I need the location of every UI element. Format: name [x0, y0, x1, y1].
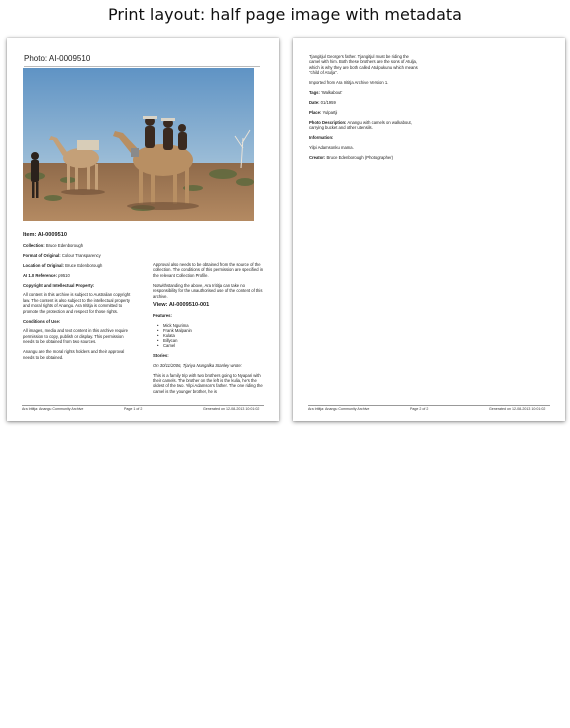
title-divider — [24, 66, 260, 67]
print-page-1 — [7, 38, 279, 421]
footer-generated: Generated on 12-08-2013 10:01:02 — [203, 407, 260, 411]
footer-page-number: Page 1 of 2 — [124, 407, 143, 411]
photo-title: Photo: AI-0009510 — [24, 54, 91, 63]
field-collection: Collection: Bruce Edenborough — [23, 242, 84, 248]
field-information: Information: — [309, 135, 334, 141]
list-item: • Frank Malpanin — [163, 328, 265, 333]
metadata-column-right — [153, 262, 265, 399]
field-photo-description: Photo Description: Anangu with camels on walkabout, carrying bucket and other utensils. — [309, 119, 412, 131]
story-intro: On 30/11/2006, Tjariya Nungalka Stanley wrote: — [153, 362, 242, 368]
field-date: Date: 01/1959 — [309, 99, 336, 105]
copyright-heading: Copyright and Intellectual Property: — [23, 282, 95, 288]
page-heading: Print layout: half page image with metadata — [108, 5, 462, 24]
stories-heading: Stories: — [153, 352, 169, 358]
field-reference: AI 1.0 Reference: p9510 — [23, 272, 70, 278]
list-item: • Billycan — [163, 338, 265, 343]
information-text: Yilpi Adamsonku mama. — [309, 144, 354, 150]
metadata-column-continued — [309, 54, 421, 165]
footer-archive-name: Ara Irititja: Anangu Community Archive — [308, 407, 370, 411]
story-text: This is a family trip with two brothers going to Nyapari with their camels. The brother on the left is the kulia, he's the oldest of the two. Yilpi Adamson's father. The one riding the camel is the younger brother, he is — [153, 372, 263, 394]
conditions-text: All images, media and text content in this archive require permission to copy, publish or display. This permission needs to be obtained from two sources. — [23, 328, 128, 345]
footer-archive-name: Ara Irititja: Anangu Community Archive — [22, 407, 84, 411]
metadata-column-left — [23, 233, 131, 365]
notwithstanding-text: Notwithstanding the above, Ara Irititja can take no responsibility for the unauthorised use of the content of this archive. — [153, 282, 263, 299]
features-list — [153, 323, 265, 348]
footer-divider — [308, 405, 550, 406]
print-page-2 — [293, 38, 565, 421]
list-item: • Mick Ngurima — [163, 323, 265, 328]
imported-note: Imported from Ara Irititja Archive Version 1. — [309, 80, 389, 86]
conditions-text-2: Anangu are the moral rights holders and their approval needs to be obtained. — [23, 349, 125, 360]
list-item: • Camel — [163, 343, 265, 348]
archive-photo — [23, 68, 254, 221]
field-creator: Creator: Bruce Edenborough (Photographer) — [309, 154, 394, 160]
list-item: • Kulata — [163, 333, 265, 338]
footer-divider — [22, 405, 264, 406]
field-location: Location of Original: Bruce Edenborough — [23, 262, 103, 268]
field-place: Place: Yulpartji — [309, 109, 338, 115]
item-heading: Item: AI-0009510 — [23, 232, 67, 238]
copyright-text: All content in this archive is subject to Australian copyright law. The content is also subject to the intellectual property and moral rights of Anangu. Ara Irititja is committed to promote the protection and respect for those rights. — [23, 292, 131, 314]
footer-generated: Generated on 12-08-2013 10:01:02 — [489, 407, 546, 411]
field-format: Format of Original: Colour Transparency — [23, 252, 101, 258]
story-continued: Tjangitjul George's father. Tjangitjul must be riding the camel with him. Both these brothers are the sons of Atulja, which is why they are both called Atulpukunu which means "child of Atulja". — [309, 54, 418, 76]
footer-page-number: Page 2 of 2 — [410, 407, 429, 411]
features-heading: Features: — [153, 313, 172, 319]
view-heading: View: AI-0009510-001 — [153, 302, 210, 309]
field-tags: Tags: 'Walkabout' — [309, 90, 343, 96]
approval-text: Approval also needs to be obtained from the source of the collection. The conditions of this permission are specified in the relevant Collection Profile. — [153, 262, 264, 278]
conditions-heading: Conditions of Use: — [23, 318, 61, 324]
